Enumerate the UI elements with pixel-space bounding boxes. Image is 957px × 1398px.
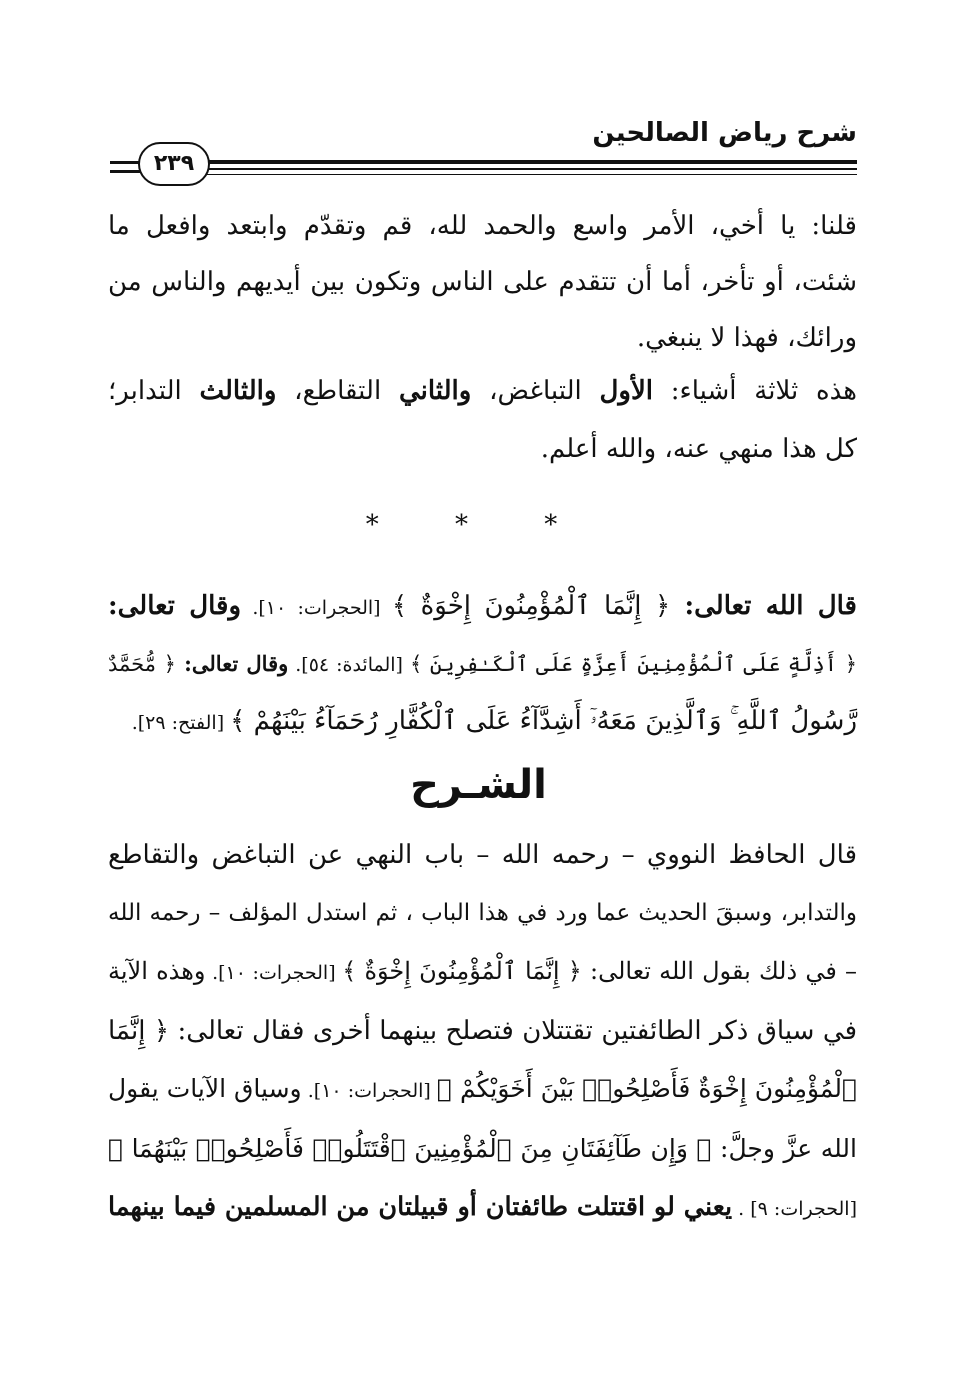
header-rule-end (110, 161, 140, 164)
text-segment: وقال تعالى: (108, 591, 242, 621)
text-segment: التقاطع، (276, 376, 399, 406)
text-line: ورائك، فهذا لا ينبغي. (636, 323, 857, 353)
text-segment: وقال تعالى: (175, 651, 289, 676)
text-line (108, 636, 857, 693)
quran-quote: ٱلْمُؤْمِنُونَ إِخْوَةٌ فَأَصْلِحُوا۟ بَيْنَ أَخَوَيْكُمْ ﴾ (436, 1074, 858, 1103)
commentary-block (108, 826, 857, 1238)
paragraph (108, 362, 857, 478)
verse-reference: [الحجرات: ٩] . (732, 1198, 857, 1220)
header-rule-end (110, 170, 140, 173)
section-divider: * * * (365, 510, 592, 540)
text-segment: التباغض، (471, 376, 600, 406)
section-heading: الشـرح (410, 762, 547, 808)
quran-quote: ﴿ مُّحَمَّدٌ (108, 652, 176, 676)
text-segment: الله عزَّ وجلَّ: (711, 1134, 857, 1163)
page-number: ٢٣٩ (138, 142, 210, 186)
emphasis-label: والثالث (199, 376, 277, 406)
verses-block (108, 578, 857, 751)
verse-reference: [الحجرات: ١٠]. (301, 1080, 437, 1102)
quran-quote: ﴿ أَذِلَّةٍ عَلَى ٱلْمُؤْمِنِينَ أَعِزَّةٍ عَلَى ٱلْكَـٰفِرِينَ ﴾ (409, 652, 857, 676)
running-header-title: شرح رياض الصالحين (592, 118, 857, 148)
text-segment: هذه ثلاثة أشياء: (653, 376, 857, 406)
paragraph (108, 198, 857, 366)
text-segment: وسياق الآيات يقول (108, 1074, 302, 1103)
verse-reference: [الحجرات: ١٠]. (205, 962, 343, 984)
text-line (108, 1120, 857, 1178)
verse-reference: [المائدة: ٥٤]. (288, 654, 410, 676)
text-segment: وهذه الآية (108, 957, 206, 985)
quran-quote: رَّسُولُ ٱللَّهِ ۚ وَٱلَّذِينَ مَعَهُۥٓ أَشِدَّآءُ عَلَى ٱلْكُفَّارِ رُحَمَآءُ بَيْنَهُمْ ﴾ (230, 706, 857, 736)
text-line (108, 1002, 857, 1060)
quran-quote: ﴿ وَإِن طَآئِفَتَانِ مِنَ ٱلْمُؤْمِنِينَ ٱقْتَتَلُوا۟ فَأَصْلِحُوا۟ بَيْنَهُمَا ﴾ (108, 1134, 712, 1163)
verse-reference: [الحجرات: ١٠]. (241, 597, 392, 619)
quran-quote: ﴿ إِنَّمَا ٱلْمُؤْمِنُونَ إِخْوَةٌ ﴾ (342, 957, 582, 985)
text-segment: يعني لو اقتتلت طائفتان أو قبيلتان من المسلمين فيما بينهما (108, 1192, 733, 1222)
text-line (108, 942, 857, 1002)
text-line (108, 578, 857, 636)
quran-quote: ﴿ إِنَّمَا ٱلْمُؤْمِنُونَ إِخْوَةٌ ﴾ (391, 591, 671, 621)
text-line (108, 693, 857, 751)
verse-reference: [الفتح: ٢٩]. (131, 712, 231, 734)
text-line: والتدابر، وسبقَ الحديث عما ورد في هذا الباب ، ثم استدل المؤلف – رحمه الله (108, 900, 857, 926)
text-segment: التدابر؛ (108, 376, 200, 406)
text-segment: – في ذلك بقول الله تعالى: (581, 957, 857, 985)
text-line: كل هذا منهي عنه، والله أعلم. (540, 434, 857, 464)
emphasis-label: والثاني (398, 376, 472, 406)
text-line: قلنا: يا أخي، الأمر واسع والحمد لله، قم وتقدّم وابتعد وافعل ما (108, 211, 857, 241)
header-rule (205, 160, 857, 164)
text-line: قال الحافظ النووي – رحمه الله – باب النهي عن التباغض والتقاطع (108, 840, 857, 870)
header-rule (205, 168, 857, 170)
text-line (108, 1060, 857, 1120)
text-segment: قال الله تعالى: (670, 591, 857, 621)
text-line (108, 362, 857, 420)
text-line: شئت، أو تأخر، أما أن تتقدم على الناس وتكون بين أيديهم والناس من (108, 267, 857, 297)
text-segment: في سياق ذكر الطائفتين تقتتلان فتصلح بينهما أخرى فقال تعالى: (169, 1016, 858, 1046)
header-rule (205, 174, 857, 175)
quran-quote: ﴿ إِنَّمَا (108, 1016, 170, 1046)
text-line (108, 1178, 857, 1238)
emphasis-label: الأول (599, 376, 653, 406)
